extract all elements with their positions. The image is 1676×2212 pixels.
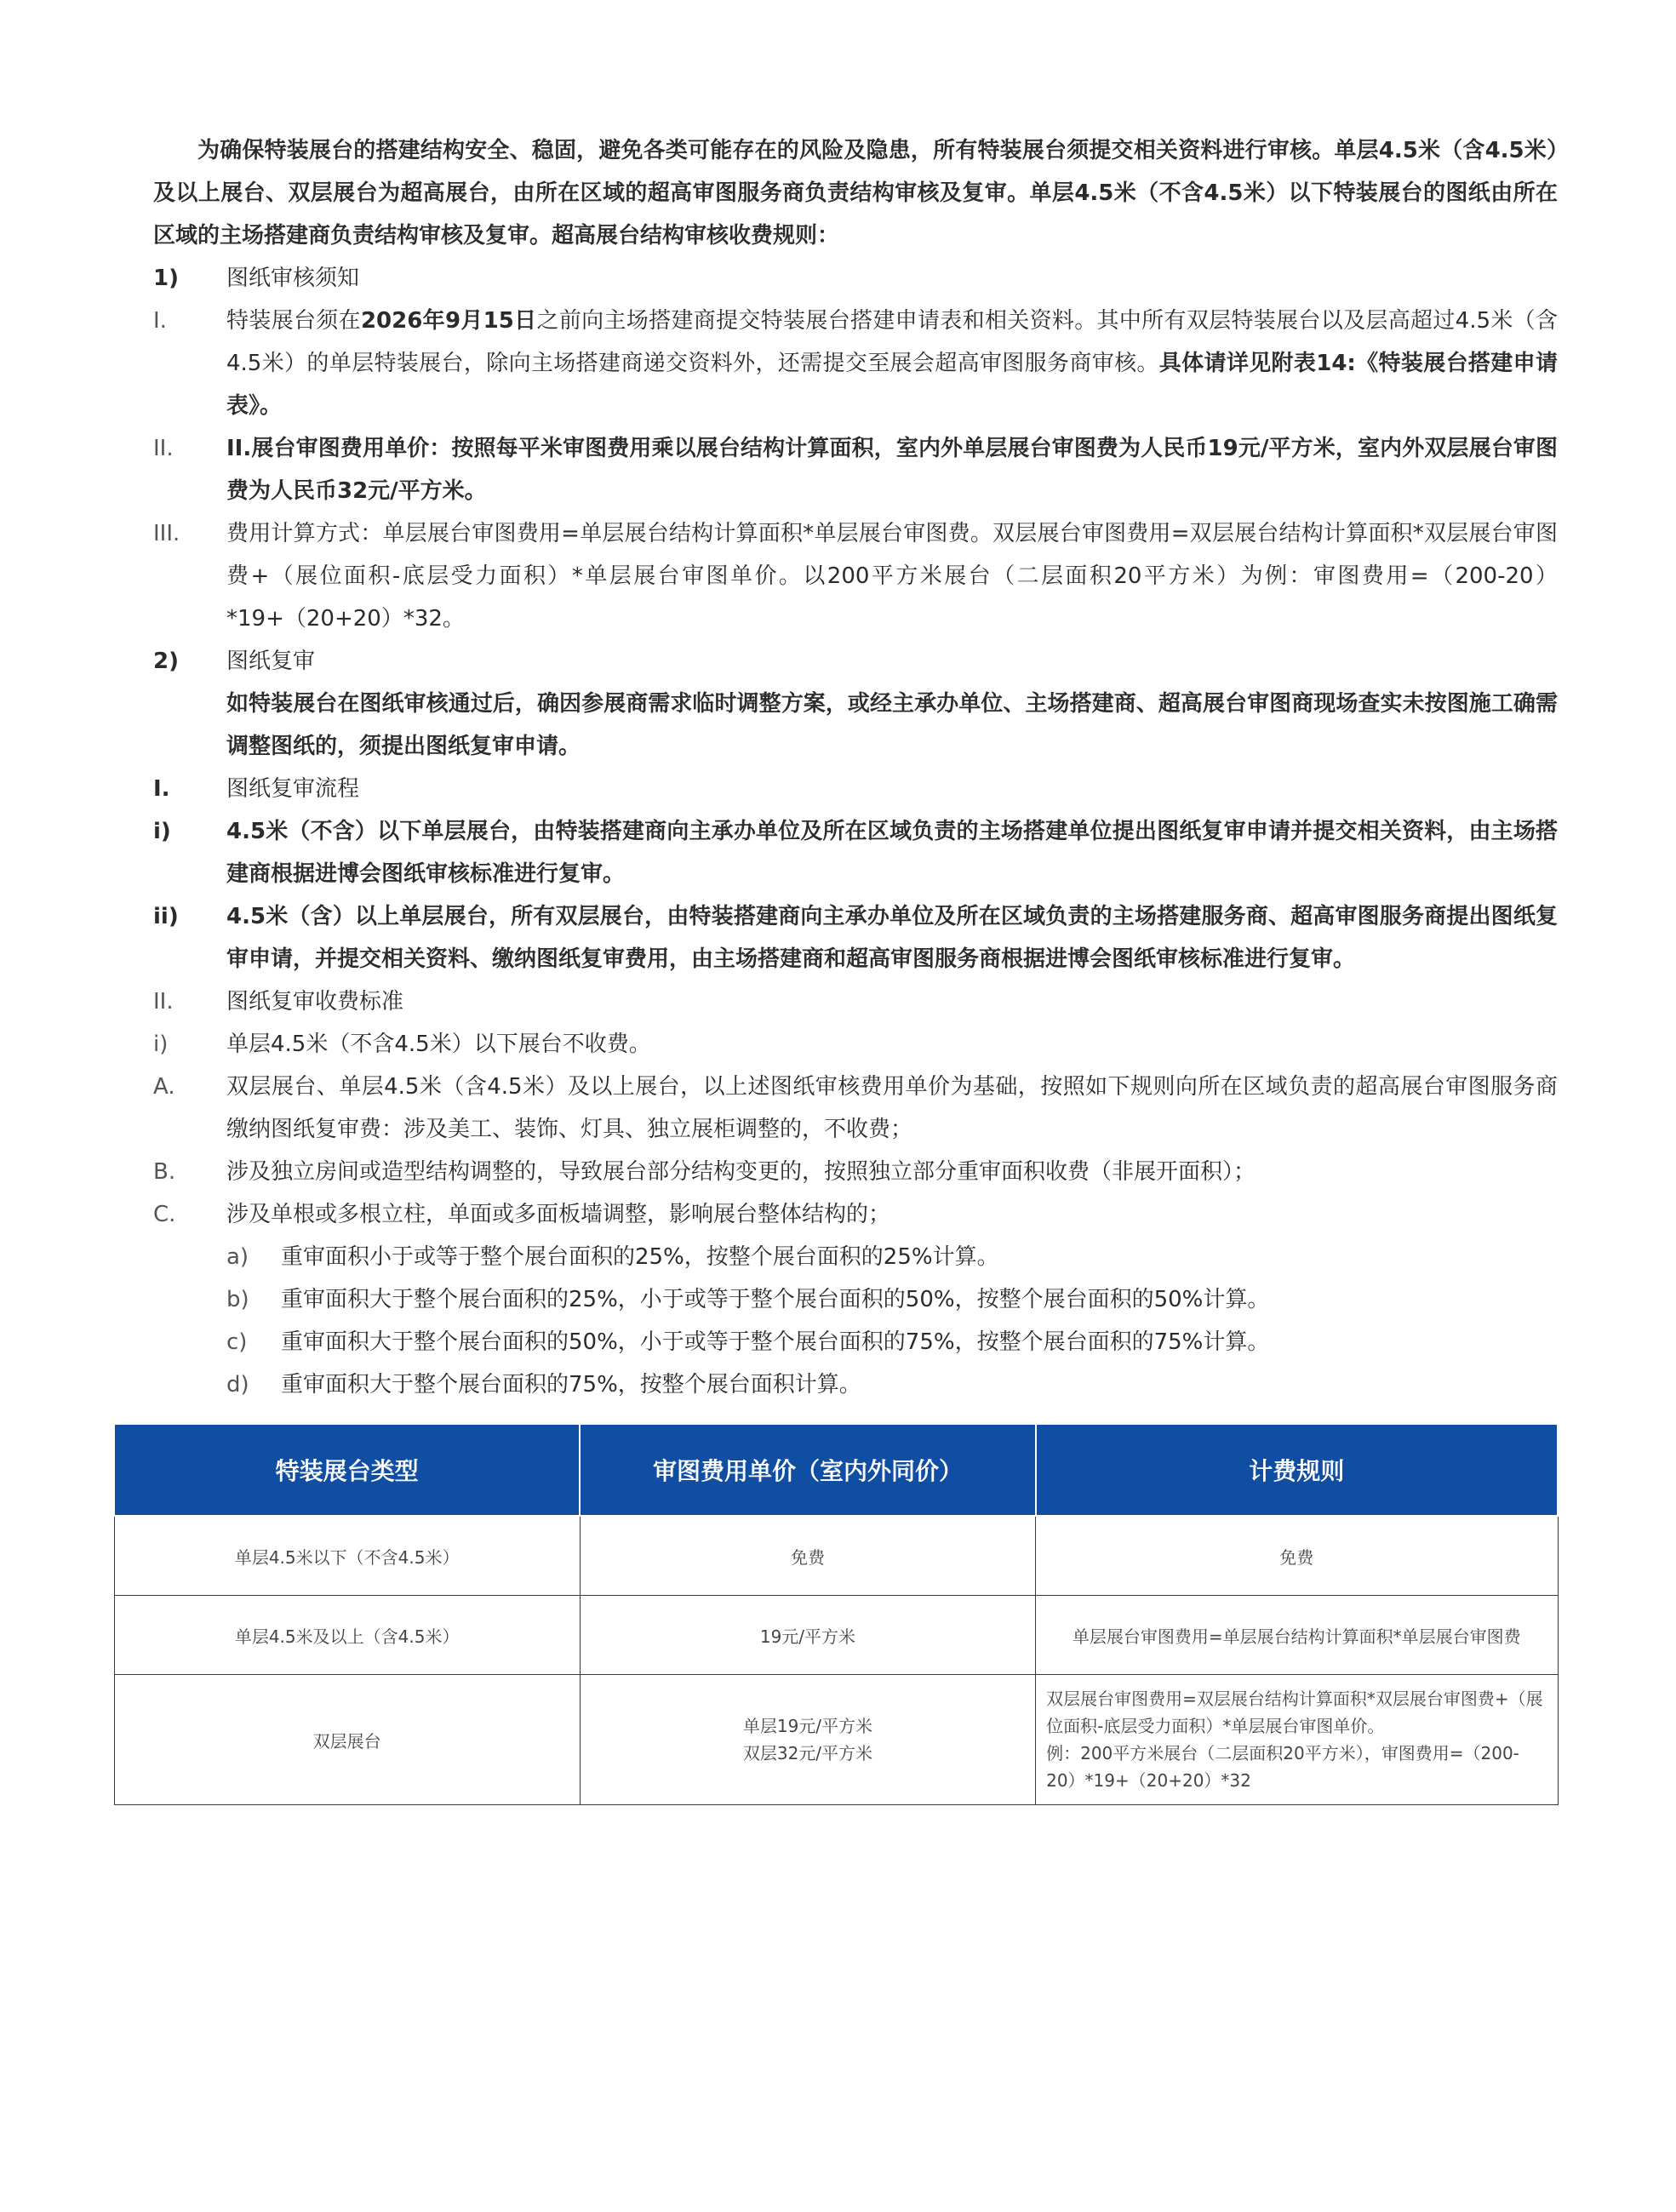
rule-line: 双层展台审图费用=双层展台结构计算面积*双层展台审图费+（展位面积-底层受力面积）*单层展台审图单价。 xyxy=(1046,1689,1543,1736)
item-text: 重审面积大于整个展台面积的75%，按整个展台面积计算。 xyxy=(281,1372,861,1398)
cell-rule xyxy=(1036,1675,1558,1805)
cell-price: 19元/平方米 xyxy=(580,1596,1035,1675)
item-marker: a) xyxy=(226,1244,249,1270)
deadline-date: 2026年9月15日 xyxy=(360,308,537,334)
list-item xyxy=(153,1193,1558,1236)
item-marker: ii) xyxy=(153,904,179,929)
section-desc: 如特装展台在图纸审核通过后，确因参展商需求临时调整方案，或经主承办单位、主场搭建商、超高展台审图商现场查实未按图施工确需调整图纸的，须提出图纸复审申请。 xyxy=(226,691,1558,759)
list-item xyxy=(153,300,1558,427)
section-title: 图纸审核须知 xyxy=(226,266,360,291)
column-header-type: 特装展台类型 xyxy=(114,1424,580,1516)
section-marker: 2) xyxy=(153,649,179,674)
cell-rule: 单层展台审图费用=单层展台结构计算面积*单层展台审图费 xyxy=(1036,1596,1558,1675)
item-text: 重审面积大于整个展台面积的50%，小于或等于整个展台面积的75%，按整个展台面积的75%计算。 xyxy=(281,1329,1270,1355)
section-2-heading xyxy=(153,640,1558,683)
list-item xyxy=(153,1023,1558,1066)
item-marker: b) xyxy=(226,1287,249,1312)
list-item xyxy=(153,1066,1558,1151)
cell-price xyxy=(580,1675,1035,1805)
price-line: 双层32元/平方米 xyxy=(742,1743,873,1763)
document-body xyxy=(153,129,1558,1406)
item-marker: II. xyxy=(153,436,174,461)
item-text: II.展台审图费用单价：按照每平米审图费用乘以展台结构计算面积，室内外单层展台审图费为人民币19元/平方米，室内外双层展台审图费为人民币32元/平方米。 xyxy=(226,436,1558,504)
item-text: 费用计算方式：单层展台审图费用=单层展台结构计算面积*单层展台审图费。双层展台审图费用=双层展台结构计算面积*双层展台审图费+（展位面积-底层受力面积）*单层展台审图单价。以200平方米展台（二层面积20平方米）为例：审图费用=（200-20）*19+（20+20）*32。 xyxy=(226,521,1558,632)
section-2-description xyxy=(153,683,1558,768)
charge-heading xyxy=(153,980,1558,1023)
cell-type: 双层展台 xyxy=(114,1675,580,1805)
item-marker: d) xyxy=(226,1372,249,1398)
sub-list-item xyxy=(153,1278,1558,1321)
table-row xyxy=(114,1516,1558,1596)
list-item xyxy=(153,895,1558,980)
list-item xyxy=(153,810,1558,895)
item-marker: C. xyxy=(153,1202,176,1227)
item-marker: A. xyxy=(153,1074,175,1100)
item-marker: i) xyxy=(153,819,171,844)
section-marker: II. xyxy=(153,989,174,1015)
item-marker: c) xyxy=(226,1329,248,1355)
table-row xyxy=(114,1675,1558,1805)
table-header-row xyxy=(114,1424,1558,1516)
item-text xyxy=(226,300,1558,427)
item-text: 4.5米（含）以上单层展台，所有双层展台，由特装搭建商向主承办单位及所在区域负责的主场搭建服务商、超高审图服务商提出图纸复审申请，并提交相关资料、缴纳图纸复审费用，由主场搭建商和超高审图服务商根据进博会图纸审核标准进行复审。 xyxy=(226,904,1558,972)
sub-list-item xyxy=(153,1236,1558,1278)
item-text: 涉及独立房间或造型结构调整的，导致展台部分结构变更的，按照独立部分重审面积收费（非展开面积）； xyxy=(226,1159,1256,1185)
item-text-pre: 特装展台须在 xyxy=(226,308,361,334)
item-text: 重审面积大于整个展台面积的25%，小于或等于整个展台面积的50%，按整个展台面积的50%计算。 xyxy=(281,1287,1270,1312)
rule-line: 例：200平方米展台（二层面积20平方米），审图费用=（200-20）*19+（20+20）*32 xyxy=(1046,1743,1519,1791)
section-title: 图纸复审 xyxy=(226,649,316,674)
section-title: 图纸复审流程 xyxy=(226,776,360,802)
appendix-reference: 具体请详见附表14:《特装展台搭建申请表》。 xyxy=(226,351,1558,419)
item-marker: B. xyxy=(153,1159,176,1185)
table-row xyxy=(114,1596,1558,1675)
sub-list-item xyxy=(153,1363,1558,1406)
list-item xyxy=(153,512,1558,640)
list-item xyxy=(153,427,1558,512)
item-text: 涉及单根或多根立柱，单面或多面板墙调整，影响展台整体结构的； xyxy=(226,1202,891,1227)
item-text: 4.5米（不含）以下单层展台，由特装搭建商向主承办单位及所在区域负责的主场搭建单位提出图纸复审申请并提交相关资料，由主场搭建商根据进博会图纸审核标准进行复审。 xyxy=(226,819,1558,887)
section-1-heading xyxy=(153,257,1558,300)
section-marker: I. xyxy=(153,776,170,802)
item-marker: III. xyxy=(153,521,180,546)
cell-rule: 免费 xyxy=(1036,1516,1558,1596)
item-marker: I. xyxy=(153,308,167,334)
item-text-mid: 之前向主场搭建商提交特装展台搭建申请表和相关资料。其中所有双层特装展台以及层高超过4.5米（含4.5米）的单层特装展台，除向主场搭建商递交资料外，还需提交至展会超高审图服务商审核。 xyxy=(226,308,1558,376)
column-header-price: 审图费用单价（室内外同价） xyxy=(580,1424,1035,1516)
fee-table xyxy=(113,1423,1559,1805)
item-text: 双层展台、单层4.5米（含4.5米）及以上展台，以上述图纸审核费用单价为基础，按照如下规则向所在区域负责的超高展台审图服务商缴纳图纸复审费：涉及美工、装饰、灯具、独立展柜调整的，不收费； xyxy=(226,1074,1558,1142)
column-header-rule: 计费规则 xyxy=(1036,1424,1558,1516)
section-marker: 1) xyxy=(153,266,179,291)
item-marker: i) xyxy=(153,1032,169,1057)
sub-list-item xyxy=(153,1321,1558,1363)
item-text: 单层4.5米（不含4.5米）以下展台不收费。 xyxy=(226,1032,651,1057)
price-line: 单层19元/平方米 xyxy=(742,1716,873,1736)
cell-type: 单层4.5米以下（不含4.5米） xyxy=(114,1516,580,1596)
flow-heading xyxy=(153,768,1558,810)
cell-type: 单层4.5米及以上（含4.5米） xyxy=(114,1596,580,1675)
section-title: 图纸复审收费标准 xyxy=(226,989,404,1015)
item-text: 重审面积小于或等于整个展台面积的25%，按整个展台面积的25%计算。 xyxy=(281,1244,999,1270)
intro-paragraph: 为确保特装展台的搭建结构安全、稳固，避免各类可能存在的风险及隐患，所有特装展台须提交相关资料进行审核。单层4.5米（含4.5米）及以上展台、双层展台为超高展台，由所在区域的超高审图服务商负责结构审核及复审。单层4.5米（不含4.5米）以下特装展台的图纸由所在区域的主场搭建商负责结构审核及复审。超高展台结构审核收费规则： xyxy=(153,138,1558,249)
cell-price: 免费 xyxy=(580,1516,1035,1596)
list-item xyxy=(153,1151,1558,1193)
